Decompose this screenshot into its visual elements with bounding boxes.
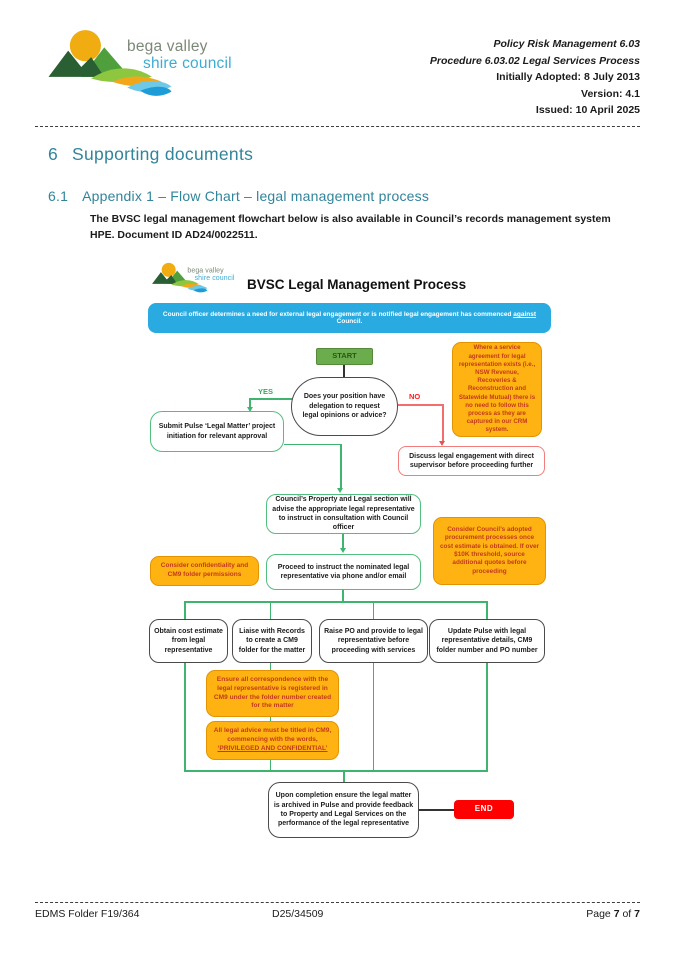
yes-label: YES (258, 387, 274, 396)
connector-no-h (398, 404, 443, 406)
subsection-title: Appendix 1 – Flow Chart – legal management process (82, 188, 430, 204)
logo-line-2: shire council (143, 55, 232, 72)
header-divider (35, 126, 640, 127)
banner-underlined-word: against (513, 311, 537, 318)
meta-adopted: Initially Adopted: 8 July 2013 (496, 71, 640, 83)
connector-no-v (442, 404, 444, 442)
step-obtain-cost: Obtain cost estimate from legal representative (149, 619, 228, 663)
council-logo (35, 26, 245, 111)
meta-policy: Policy Risk Management 6.03 (493, 38, 640, 50)
procurement-note: Consider Council’s adopted procurement processes once cost estimate is obtained. If over $10K threshold, source additional quotes before proceeding (433, 517, 546, 585)
connector-fanout-h (184, 601, 488, 603)
arrow-into-discuss (439, 441, 445, 446)
end-node: END (454, 800, 514, 819)
step-liaise-records: Liaise with Records to create a CM9 folder for the matter (232, 619, 312, 663)
footer-page-number: 7 (613, 908, 620, 920)
logo-line-1: bega valley (187, 266, 224, 275)
document-meta (430, 36, 640, 119)
arrow-into-council (337, 488, 343, 493)
proceed-instruct-node: Proceed to instruct the nominated legal representative via phone and/or email (266, 554, 421, 590)
privileged-confidential-text: ‘PRIVILEGED AND CONFIDENTIAL’ (217, 744, 328, 752)
footer-page-total: 7 (634, 908, 640, 920)
process-scope-banner: Council officer determines a need for external legal engagement or is notified legal engagement has commenced against Council. (148, 303, 551, 333)
footer-page-indicator: Page 7 of 7 (586, 908, 640, 920)
connector-submit-v (340, 444, 342, 490)
correspondence-note: Ensure all correspondence with the legal representative is registered in CM9 under the folder number created for the matter (206, 670, 339, 717)
step-update-pulse: Update Pulse with legal representative details, CM9 folder number and PO number (429, 619, 545, 663)
submit-pulse-node: Submit Pulse ‘Legal Matter’ project initiation for relevant approval (150, 411, 284, 452)
council-advise-node: Council’s Property and Legal section will advise the appropriate legal representative to instruct in consultation with Council officer (266, 494, 421, 534)
connector-submit-h (284, 444, 341, 446)
logo-line-2: shire council (194, 274, 235, 282)
connector-drop-1 (184, 601, 186, 619)
footer-edms: EDMS Folder F19/364 (35, 908, 140, 920)
subsection-number: 6.1 (48, 188, 69, 204)
connector-merge-h (184, 770, 488, 772)
arrow-into-proceed (340, 548, 346, 553)
crm-service-agreement-note: Where a service agreement for legal representation exists (i.e., NSW Revenue, Recoveries & Reconstruction and Statewide Mutual) there is no need to follow this process as they are captured in our CRM system. (452, 342, 542, 437)
start-node: START (316, 348, 373, 365)
flowchart-logo (146, 261, 241, 299)
connector-drop-4 (486, 601, 488, 619)
step-raise-po: Raise PO and provide to legal representative before proceeding with services (319, 619, 428, 663)
advice-title-note: All legal advice must be titled in CM9, commencing with the words, ‘PRIVILEGED AND CONFIDENTIAL’ (206, 721, 339, 760)
connector-merge-1 (184, 662, 186, 771)
connector-merge-3 (373, 662, 375, 771)
completion-node: Upon completion ensure the legal matter is archived in Pulse and provide feedback to Property and Legal Services on the performance of the legal representative (268, 782, 419, 838)
footer-divider (35, 902, 640, 903)
no-label: NO (409, 392, 421, 401)
intro-paragraph: The BVSC legal management flowchart below is also available in Council’s records management system HPE. Document ID AD24/0022511. (90, 213, 611, 241)
flowchart-logo-text (187, 266, 234, 281)
connector-completion-end (419, 809, 455, 811)
decision-node: Does your position have delegation to request legal opinions or advice? (291, 377, 398, 436)
council-logo-text (127, 38, 232, 72)
connector-yes-h (250, 398, 292, 400)
section-number: 6 (48, 144, 59, 164)
section-heading (48, 144, 253, 165)
section-title: Supporting documents (72, 144, 254, 164)
flowchart-title: BVSC Legal Management Process (247, 277, 467, 292)
meta-issued: Issued: 10 April 2025 (535, 104, 640, 116)
footer (35, 908, 640, 924)
meta-procedure: Procedure 6.03.02 Legal Services Process (429, 54, 640, 67)
connector-drop-2 (270, 601, 272, 619)
subsection-heading (48, 188, 429, 204)
meta-version: Version: 4.1 (581, 87, 640, 100)
banner-text: Council officer determines a need for external legal engagement or is notified legal engagement has commenced (162, 311, 514, 318)
connector-drop-3 (373, 601, 375, 619)
connector-merge-4 (486, 662, 488, 771)
confidentiality-note: Consider confidentiality and CM9 folder permissions (150, 556, 259, 586)
footer-doc-id: D25/34509 (272, 908, 324, 920)
discuss-supervisor-node: Discuss legal engagement with direct supervisor before proceeding further (398, 446, 545, 476)
connector-council-proceed (342, 533, 344, 549)
logo-line-1: bega valley (127, 38, 208, 55)
